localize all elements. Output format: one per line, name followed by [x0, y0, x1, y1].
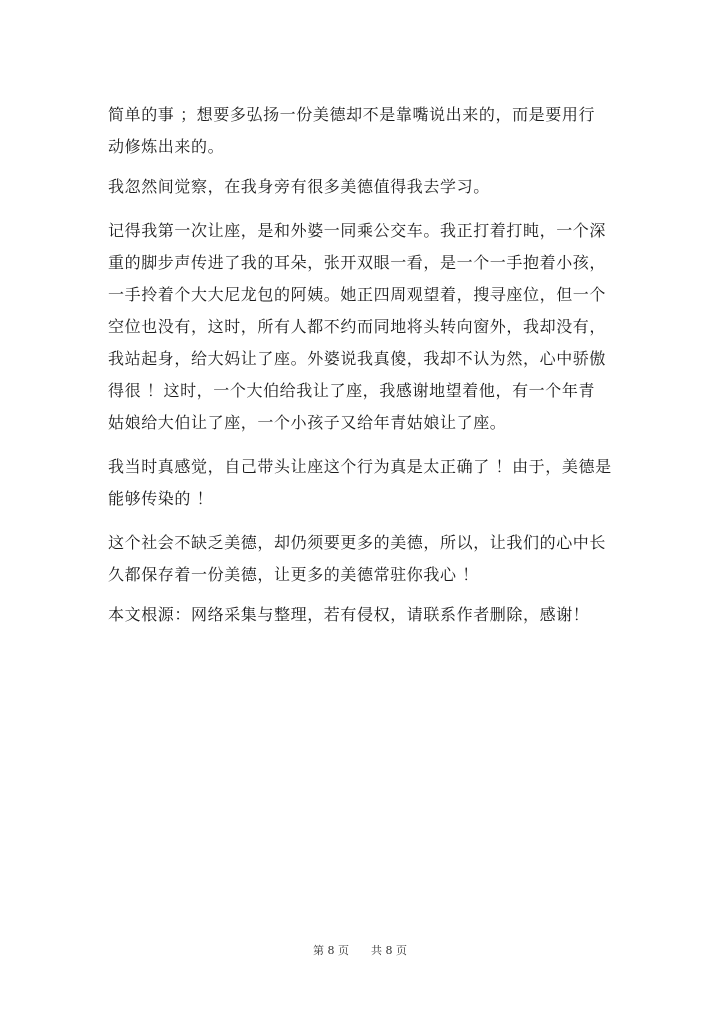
text-line: 本文根源：网络采集与整理，若有侵权，请联系作者删除，感谢！: [108, 605, 590, 624]
text-line: 姑娘给大伯让了座，一个小孩子又给年青姑娘让了座。: [108, 413, 507, 432]
text-line: 一手拎着个大大尼龙包的阿姨。她正四周观望着，搜寻座位，但一个: [108, 285, 607, 304]
text-line: 空位也没有，这时，所有人都不约而同地将头转向窗外，我却没有，: [108, 317, 607, 336]
text-line: 我忽然间觉察，在我身旁有很多美德值得我去学习。: [108, 177, 490, 196]
paragraph-5: [108, 527, 608, 591]
page-number: 第 8 页: [313, 944, 349, 957]
text-line: 得很 ！这时，一个大伯给我让了座，我感谢地望着他，有一个年青: [108, 381, 596, 400]
text-line: 动修炼出来的。: [108, 137, 225, 156]
paragraph-2: [108, 171, 608, 203]
text-line: 记得我第一次让座，是和外婆一同乘公交车。我正打着打盹，一个深: [108, 221, 607, 240]
page-total: 共 8 页: [371, 944, 407, 957]
text-line: 这个社会不缺乏美德，却仍须要更多的美德，所以，让我们的心中长: [108, 533, 607, 552]
document-body: [108, 99, 612, 631]
page-footer: [0, 942, 720, 958]
paragraph-1: [108, 99, 608, 163]
paragraph-4: [108, 451, 612, 515]
text-line: 我当时真感觉，自己带头让座这个行为真是太正确了 ！由于，美德是: [108, 457, 612, 476]
text-line: 我站起身，给大妈让了座。外婆说我真傻，我却不认为然，心中骄傲: [108, 349, 607, 368]
source-note: [108, 599, 608, 631]
text-line: 简单的事 ；想要多弘扬一份美德却不是靠嘴说出来的，而是要用行: [108, 105, 596, 124]
text-line: 重的脚步声传进了我的耳朵，张开双眼一看，是一个一手抱着小孩，: [108, 253, 607, 272]
paragraph-3: [108, 215, 608, 439]
text-line: 能够传染的 ！: [108, 489, 214, 508]
text-line: 久都保存着一份美德，让更多的美德常驻你我心 ！: [108, 565, 479, 584]
